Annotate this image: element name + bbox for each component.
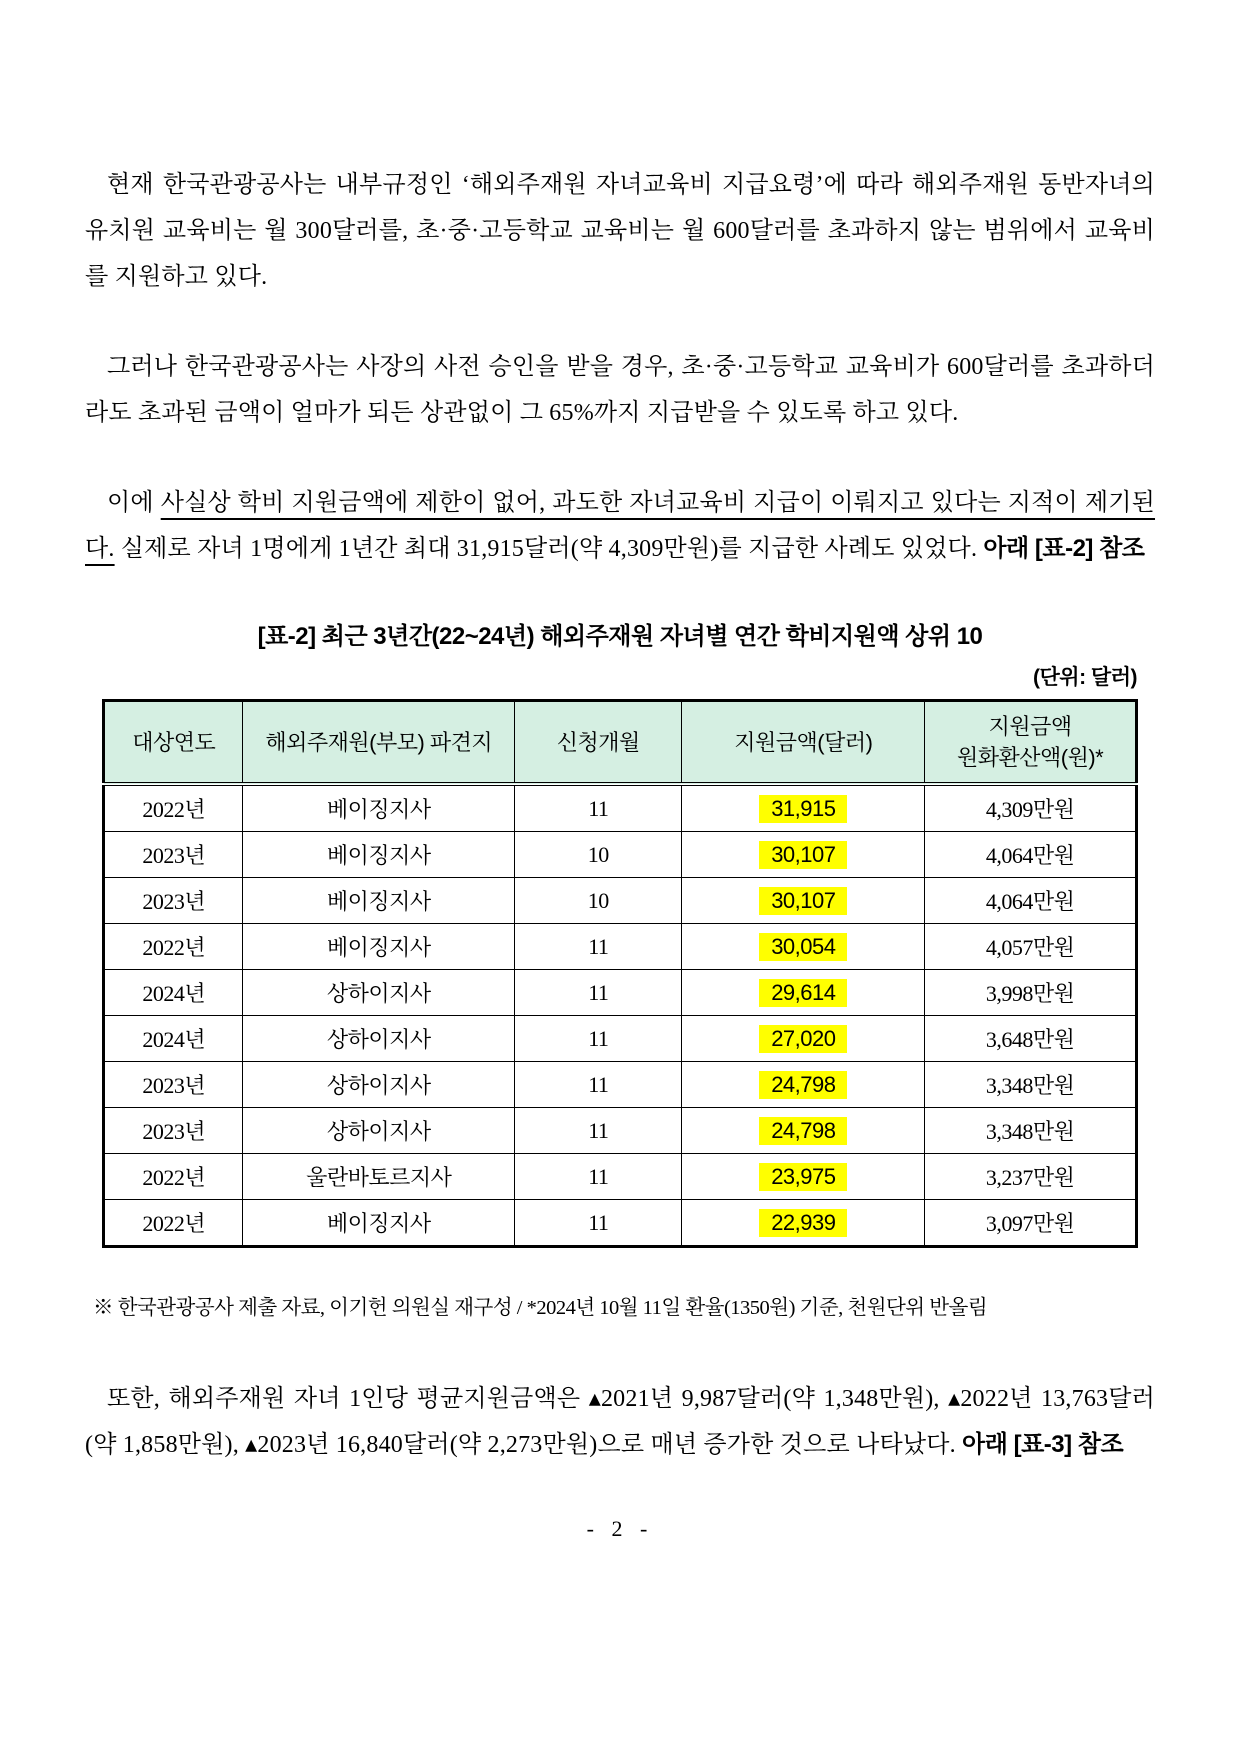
table-cell: 11 — [515, 1062, 682, 1108]
table-cell: 10 — [515, 878, 682, 924]
amount-usd-highlight: 30,107 — [759, 841, 847, 869]
table-cell: 2022년 — [104, 1154, 243, 1200]
table-cell: 상하이지사 — [243, 1016, 515, 1062]
table-row — [104, 1016, 1137, 1062]
paragraph-3 — [85, 480, 1155, 572]
table-2-header — [104, 701, 1137, 785]
paragraph-3-prefix: 이에 — [107, 490, 161, 516]
table-cell: 3,348만원 — [925, 1108, 1137, 1154]
table-2-unit-label: (단위: 달러) — [1033, 666, 1137, 689]
amount-usd-highlight: 24,798 — [759, 1071, 847, 1099]
table-row — [104, 832, 1137, 878]
amount-usd-highlight: 29,614 — [759, 979, 847, 1007]
table-cell: 베이징지사 — [243, 832, 515, 878]
header-applied-months: 신청개월 — [515, 701, 682, 785]
table-2-block — [85, 616, 1155, 1248]
table-cell: 3,998만원 — [925, 970, 1137, 1016]
table-cell: 베이징지사 — [243, 924, 515, 970]
table-2-title: [표-2] 최근 3년간(22~24년) 해외주재원 자녀별 연간 학비지원액 상위 10 — [257, 623, 983, 650]
table-row — [104, 970, 1137, 1016]
header-amount-krw-line2: 원화환산액(원)* — [956, 745, 1104, 770]
table-cell: 2022년 — [104, 924, 243, 970]
table-cell: 울란바토르지사 — [243, 1154, 515, 1200]
table-cell: 2023년 — [104, 1108, 243, 1154]
table-cell: 4,064만원 — [925, 832, 1137, 878]
table-cell: 4,064만원 — [925, 878, 1137, 924]
table-cell: 2022년 — [104, 1200, 243, 1247]
table-cell — [682, 1200, 925, 1247]
paragraph-3-body: 실제로 자녀 1명에게 1년간 최대 31,915달러(약 4,309만원)를 지급한 사례도 있었다. — [114, 536, 984, 562]
table-row — [104, 784, 1137, 832]
table-cell: 2023년 — [104, 878, 243, 924]
table-cell — [682, 1016, 925, 1062]
amount-usd-highlight: 22,939 — [759, 1209, 847, 1237]
amount-usd-highlight: 31,915 — [759, 795, 847, 823]
table-cell — [682, 832, 925, 878]
table-2-reference: 아래 [표-2] 참조 — [983, 535, 1145, 562]
table-cell: 3,237만원 — [925, 1154, 1137, 1200]
table-2-body — [104, 784, 1137, 1247]
page-number: - 2 - — [586, 1516, 654, 1541]
header-amount-usd: 지원금액(달러) — [682, 701, 925, 785]
amount-usd-highlight: 30,107 — [759, 887, 847, 915]
table-cell: 2023년 — [104, 1062, 243, 1108]
table-cell — [682, 970, 925, 1016]
table-row — [104, 924, 1137, 970]
paragraph-3-underlined-claim: 사실상 학비 지원금액에 제한이 없어, 과도한 자녀교육비 지급이 이뤄지고 있다는 지적이 제기된다. — [85, 490, 1156, 562]
table-cell — [682, 1062, 925, 1108]
table-cell: 베이징지사 — [243, 784, 515, 832]
table-2-footnote: ※ 한국관광공사 제출 자료, 이기헌 의원실 재구성 / *2024년 10월 11일 환율(1350원) 기준, 천원단위 반올림 — [93, 1297, 988, 1319]
table-cell: 3,348만원 — [925, 1062, 1137, 1108]
table-cell: 베이징지사 — [243, 1200, 515, 1247]
table-cell: 상하이지사 — [243, 1062, 515, 1108]
table-cell: 2022년 — [104, 784, 243, 832]
table-cell — [682, 1154, 925, 1200]
table-cell: 11 — [515, 1108, 682, 1154]
table-row — [104, 1108, 1137, 1154]
table-cell: 11 — [515, 1016, 682, 1062]
table-cell: 11 — [515, 784, 682, 832]
table-cell: 상하이지사 — [243, 1108, 515, 1154]
table-row — [104, 1200, 1137, 1247]
paragraph-1: 현재 한국관광공사는 내부규정인 ‘해외주재원 자녀교육비 지급요령’에 따라 해외주재원 동반자녀의 유치원 교육비는 월 300달러를, 초·중·고등학교 교육비는 월 600달러를 초과하지 않는 범위에서 교육비를 지원하고 있다. — [85, 172, 1155, 290]
table-row — [104, 1154, 1137, 1200]
table-row — [104, 1062, 1137, 1108]
table-row — [104, 878, 1137, 924]
table-cell: 11 — [515, 1200, 682, 1247]
table-cell: 상하이지사 — [243, 970, 515, 1016]
table-cell: 3,097만원 — [925, 1200, 1137, 1247]
table-cell: 10 — [515, 832, 682, 878]
header-amount-krw-line1: 지원금액 — [988, 714, 1072, 739]
table-cell: 2024년 — [104, 1016, 243, 1062]
paragraph-4-body: 또한, 해외주재원 자녀 1인당 평균지원금액은 ▴2021년 9,987달러(약 1,348만원), ▴2022년 13,763달러(약 1,858만원), ▴2023년 16,840달러(약 2,273만원)으로 매년 증가한 것으로 나타났다. — [85, 1386, 1155, 1458]
paragraph-2: 그러나 한국관광공사는 사장의 사전 승인을 받을 경우, 초·중·고등학교 교육비가 600달러를 초과하더라도 초과된 금액이 얼마가 되든 상관없이 그 65%까지 지급받을 수 있도록 하고 있다. — [85, 354, 1155, 426]
table-cell — [682, 1108, 925, 1154]
table-cell — [682, 878, 925, 924]
amount-usd-highlight: 27,020 — [759, 1025, 847, 1053]
table-cell: 베이징지사 — [243, 878, 515, 924]
table-cell: 2023년 — [104, 832, 243, 878]
paragraph-4 — [85, 1376, 1155, 1468]
table-cell — [682, 924, 925, 970]
table-cell: 4,057만원 — [925, 924, 1137, 970]
amount-usd-highlight: 24,798 — [759, 1117, 847, 1145]
table-2-header-row — [104, 701, 1137, 785]
table-2 — [102, 699, 1138, 1248]
table-cell: 11 — [515, 924, 682, 970]
table-cell — [682, 784, 925, 832]
table-cell: 4,309만원 — [925, 784, 1137, 832]
table-cell: 2024년 — [104, 970, 243, 1016]
header-amount-krw — [925, 701, 1137, 785]
table-3-reference: 아래 [표-3] 참조 — [962, 1431, 1124, 1458]
table-cell: 11 — [515, 1154, 682, 1200]
table-cell: 3,648만원 — [925, 1016, 1137, 1062]
amount-usd-highlight: 23,975 — [759, 1163, 847, 1191]
table-cell: 11 — [515, 970, 682, 1016]
header-target-year: 대상연도 — [104, 701, 243, 785]
header-posting-location: 해외주재원(부모) 파견지 — [243, 701, 515, 785]
amount-usd-highlight: 30,054 — [759, 933, 847, 961]
